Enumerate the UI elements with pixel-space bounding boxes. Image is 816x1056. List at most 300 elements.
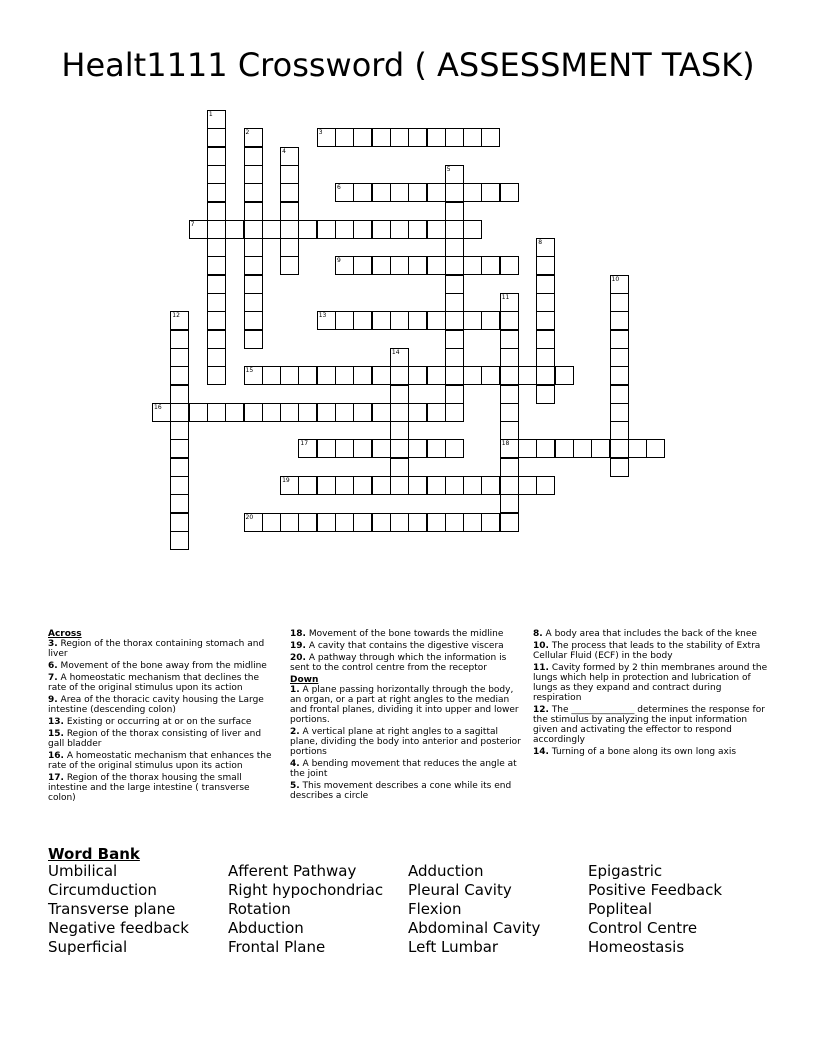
grid-cell[interactable]: [500, 494, 519, 513]
clues-column-2: [290, 629, 522, 803]
grid-cell[interactable]: [372, 513, 391, 532]
grid-cell[interactable]: [170, 366, 189, 385]
clue: [290, 641, 522, 651]
grid-cell[interactable]: [280, 366, 299, 385]
down-clue-list: [290, 685, 522, 801]
grid-cell[interactable]: [610, 293, 629, 312]
grid-cell[interactable]: [408, 439, 427, 458]
grid-cell[interactable]: [189, 403, 208, 422]
grid-cell[interactable]: [500, 476, 519, 495]
grid-cell[interactable]: [353, 403, 372, 422]
clue-text: A vertical plane at right angles to a sagittal plane, dividing the body into anterior and posterior portions: [290, 727, 521, 757]
clue-number: 19: [282, 477, 290, 484]
clue: [533, 629, 769, 639]
grid-cell[interactable]: [207, 238, 226, 257]
grid-cell[interactable]: [610, 421, 629, 440]
grid-cell[interactable]: [591, 439, 610, 458]
clue-number-label: 8.: [533, 629, 543, 639]
grid-cell[interactable]: [463, 128, 482, 147]
grid-cell[interactable]: [353, 183, 372, 202]
word-bank-column-4: [588, 862, 722, 957]
grid-cell[interactable]: [207, 147, 226, 166]
grid-cell[interactable]: [646, 439, 665, 458]
clues-column-3: [533, 629, 769, 759]
word-bank-item: Adduction: [408, 862, 484, 880]
grid-cell[interactable]: [500, 311, 519, 330]
grid-cell[interactable]: [335, 366, 354, 385]
grid-cell[interactable]: [372, 128, 391, 147]
grid-cell[interactable]: [481, 256, 500, 275]
grid-cell[interactable]: [225, 403, 244, 422]
grid-cell[interactable]: [445, 476, 464, 495]
grid-cell[interactable]: [244, 183, 263, 202]
word-bank-item: Positive Feedback: [588, 881, 723, 899]
grid-cell[interactable]: [207, 275, 226, 294]
grid-cell[interactable]: [170, 330, 189, 349]
grid-cell[interactable]: [262, 513, 281, 532]
grid-cell[interactable]: [244, 403, 263, 422]
grid-cell[interactable]: [536, 275, 555, 294]
grid-cell[interactable]: [463, 256, 482, 275]
grid-cell[interactable]: [445, 385, 464, 404]
clue-text: Cavity formed by 2 thin membranes around the lungs which help in protection and lubrication of lungs as they expand and contract during respiration: [533, 663, 768, 703]
word-bank-item: Left Lumbar: [408, 938, 499, 956]
grid-cell[interactable]: [390, 458, 409, 477]
grid-cell[interactable]: [170, 513, 189, 532]
grid-cell[interactable]: [353, 128, 372, 147]
grid-cell[interactable]: [408, 183, 427, 202]
grid-cell[interactable]: [390, 403, 409, 422]
clue-number-label: 1.: [290, 685, 300, 695]
grid-cell[interactable]: [536, 366, 555, 385]
grid-cell[interactable]: [280, 513, 299, 532]
grid-cell[interactable]: [353, 256, 372, 275]
grid-cell[interactable]: [610, 439, 629, 458]
clue-text: A bending movement that reduces the angle at the joint: [290, 759, 517, 779]
grid-cell[interactable]: [408, 128, 427, 147]
clue-text: Turning of a bone along its own long axis: [548, 747, 737, 757]
grid-cell[interactable]: [427, 311, 446, 330]
clue: [290, 653, 522, 673]
clue: [290, 629, 522, 639]
clue-number: 16: [154, 403, 162, 411]
grid-cell[interactable]: [280, 403, 299, 422]
grid-cell[interactable]: [445, 366, 464, 385]
grid-cell[interactable]: [610, 403, 629, 422]
grid-cell[interactable]: [500, 403, 519, 422]
clue: [533, 663, 769, 703]
grid-cell[interactable]: [408, 366, 427, 385]
grid-cell[interactable]: [481, 128, 500, 147]
grid-cell[interactable]: [317, 439, 336, 458]
grid-cell[interactable]: [353, 513, 372, 532]
grid-cell[interactable]: [445, 275, 464, 294]
grid-cell[interactable]: [518, 366, 537, 385]
grid-cell[interactable]: [445, 439, 464, 458]
clue-number: 3: [318, 129, 323, 137]
clue-text: Region of the thorax consisting of liver and gall bladder: [48, 729, 262, 749]
grid-cell[interactable]: [280, 220, 299, 239]
grid-cell[interactable]: [298, 513, 317, 532]
grid-cell[interactable]: [427, 256, 446, 275]
grid-cell[interactable]: [445, 220, 464, 239]
grid-cell[interactable]: [317, 513, 336, 532]
grid-cell[interactable]: [170, 494, 189, 513]
word-bank-item: Abduction: [228, 919, 304, 937]
page-title: Healt1111 Crossword ( ASSESSMENT TASK): [61, 46, 755, 84]
grid-cell[interactable]: [372, 220, 391, 239]
grid-cell[interactable]: [170, 385, 189, 404]
word-bank-item: Transverse plane: [48, 900, 176, 918]
grid-cell[interactable]: [408, 220, 427, 239]
grid-cell[interactable]: [298, 476, 317, 495]
grid-cell[interactable]: [170, 348, 189, 367]
grid-cell[interactable]: [427, 220, 446, 239]
grid-cell[interactable]: [427, 403, 446, 422]
grid-cell[interactable]: [445, 238, 464, 257]
grid-cell[interactable]: [170, 476, 189, 495]
grid-cell[interactable]: [317, 220, 336, 239]
clue-text: A body area that includes the back of the knee: [542, 629, 757, 639]
grid-cell[interactable]: [610, 366, 629, 385]
grid-cell[interactable]: [207, 220, 226, 239]
grid-cell[interactable]: [481, 513, 500, 532]
word-bank-item: Frontal Plane: [228, 938, 326, 956]
grid-cell[interactable]: [335, 128, 354, 147]
grid-cell[interactable]: [536, 476, 555, 495]
clue: [533, 747, 769, 757]
clue-number: 20: [245, 513, 254, 521]
grid-cell[interactable]: [317, 366, 336, 385]
clue: [48, 717, 280, 727]
grid-cell[interactable]: [463, 220, 482, 239]
word-bank-item: Popliteal: [588, 900, 653, 918]
grid-cell[interactable]: [244, 220, 263, 239]
grid-cell[interactable]: [372, 476, 391, 495]
clue-number: 17: [300, 440, 309, 448]
grid-cell[interactable]: [207, 293, 226, 312]
clue-number: 11: [501, 294, 510, 301]
grid-cell[interactable]: [170, 458, 189, 477]
grid-cell[interactable]: [390, 421, 409, 440]
word-bank-item: Abdominal Cavity: [408, 919, 541, 937]
grid-cell[interactable]: [335, 403, 354, 422]
clue: [48, 695, 280, 715]
grid-cell[interactable]: [207, 403, 226, 422]
clue: [290, 727, 522, 757]
grid-cell[interactable]: [445, 256, 464, 275]
grid-cell[interactable]: [500, 458, 519, 477]
clue-number: 5: [446, 165, 451, 173]
clue: [533, 641, 769, 661]
grid-cell[interactable]: [427, 183, 446, 202]
grid-cell[interactable]: [207, 183, 226, 202]
word-bank-item: Afferent Pathway: [228, 862, 357, 880]
grid-cell[interactable]: [610, 385, 629, 404]
grid-cell[interactable]: [335, 476, 354, 495]
grid-cell[interactable]: [390, 311, 409, 330]
clue-number-label: 20.: [290, 653, 306, 663]
word-bank-item: Flexion: [408, 900, 462, 918]
down-heading: Down: [290, 675, 319, 685]
word-bank-item: Pleural Cavity: [408, 881, 512, 899]
grid-cell[interactable]: [463, 311, 482, 330]
grid-cell[interactable]: [445, 311, 464, 330]
grid-cell[interactable]: [372, 183, 391, 202]
clue: [48, 773, 280, 803]
grid-cell[interactable]: [555, 366, 574, 385]
grid-cell[interactable]: [500, 366, 519, 385]
clue: [48, 639, 280, 659]
grid-cell[interactable]: [463, 513, 482, 532]
grid-cell[interactable]: [390, 128, 409, 147]
clue-text: A homeostatic mechanism that enhances the rate of the original stimulus upon its action: [48, 751, 272, 771]
grid-cell[interactable]: [427, 128, 446, 147]
grid-cell[interactable]: [170, 531, 189, 550]
grid-cell[interactable]: [298, 403, 317, 422]
grid-cell[interactable]: [390, 476, 409, 495]
grid-cell[interactable]: [408, 513, 427, 532]
grid-cell[interactable]: [390, 183, 409, 202]
clue-number: 4: [282, 147, 286, 155]
grid-cell[interactable]: [463, 183, 482, 202]
word-bank-column-1: [48, 862, 189, 957]
grid-cell[interactable]: [244, 293, 263, 312]
grid-cell[interactable]: [536, 330, 555, 349]
grid-cell[interactable]: [207, 165, 226, 184]
grid-cell[interactable]: [610, 330, 629, 349]
word-bank-item: Superficial: [48, 938, 128, 956]
grid-cell[interactable]: [500, 330, 519, 349]
grid-cell[interactable]: [353, 220, 372, 239]
grid-cell[interactable]: [207, 256, 226, 275]
clue-text: Movement of the bone away from the midline: [57, 661, 267, 671]
grid-cell[interactable]: [372, 403, 391, 422]
grid-cell[interactable]: [335, 311, 354, 330]
grid-cell[interactable]: [408, 311, 427, 330]
clues-column-1: [48, 629, 280, 805]
clue: [290, 685, 522, 725]
grid-cell[interactable]: [427, 476, 446, 495]
grid-cell[interactable]: [244, 238, 263, 257]
clue-number: 13: [318, 312, 327, 320]
grid-cell[interactable]: [372, 311, 391, 330]
grid-cell[interactable]: [335, 220, 354, 239]
grid-cell[interactable]: [500, 385, 519, 404]
grid-cell[interactable]: [317, 403, 336, 422]
grid-cell[interactable]: [335, 513, 354, 532]
grid-cell[interactable]: [353, 311, 372, 330]
grid-cell[interactable]: [445, 128, 464, 147]
clue-text: Existing or occurring at or on the surface: [63, 717, 252, 727]
grid-cell[interactable]: [573, 439, 592, 458]
grid-cell[interactable]: [390, 439, 409, 458]
clue: [290, 759, 522, 779]
clue: [48, 673, 280, 693]
clue-number: 2: [245, 129, 250, 137]
grid-cell[interactable]: [244, 311, 263, 330]
grid-cell[interactable]: [445, 403, 464, 422]
clue-number: 1: [208, 111, 213, 118]
grid-cell[interactable]: [170, 439, 189, 458]
clue: [533, 705, 769, 745]
grid-cell[interactable]: [445, 513, 464, 532]
grid-cell[interactable]: [244, 275, 263, 294]
grid-cell[interactable]: [536, 293, 555, 312]
grid-cell[interactable]: [481, 311, 500, 330]
clue-number-label: 6.: [48, 661, 58, 671]
grid-cell[interactable]: [244, 147, 263, 166]
grid-cell[interactable]: [372, 256, 391, 275]
grid-cell[interactable]: [353, 476, 372, 495]
grid-cell[interactable]: [390, 256, 409, 275]
clue: [48, 751, 280, 771]
grid-cell[interactable]: [518, 476, 537, 495]
grid-cell[interactable]: [280, 165, 299, 184]
grid-cell[interactable]: [298, 220, 317, 239]
grid-cell[interactable]: [481, 183, 500, 202]
grid-cell[interactable]: [445, 348, 464, 367]
grid-cell[interactable]: [445, 202, 464, 221]
grid-cell[interactable]: [610, 348, 629, 367]
grid-cell[interactable]: [372, 366, 391, 385]
word-bank-item: Rotation: [228, 900, 291, 918]
grid-cell[interactable]: [225, 220, 244, 239]
grid-cell[interactable]: [262, 403, 281, 422]
grid-cell[interactable]: [207, 330, 226, 349]
grid-cell[interactable]: [628, 439, 647, 458]
grid-cell[interactable]: [207, 128, 226, 147]
clue-number: 7: [190, 220, 195, 228]
clue-number-label: 12.: [533, 705, 549, 715]
grid-cell[interactable]: [445, 330, 464, 349]
clue-text: A pathway through which the information is sent to the control centre from the receptor: [290, 653, 507, 673]
grid-cell[interactable]: [500, 513, 519, 532]
grid-cell[interactable]: [207, 311, 226, 330]
clue-number: 8: [538, 239, 543, 247]
clue: [48, 661, 280, 671]
grid-cell[interactable]: [170, 403, 189, 422]
grid-cell[interactable]: [207, 348, 226, 367]
grid-cell[interactable]: [262, 366, 281, 385]
grid-cell[interactable]: [536, 348, 555, 367]
clue: [290, 781, 522, 801]
grid-cell[interactable]: [170, 421, 189, 440]
clue-number-label: 14.: [533, 747, 549, 757]
grid-cell[interactable]: [207, 366, 226, 385]
grid-cell[interactable]: [610, 311, 629, 330]
clue-number-label: 16.: [48, 751, 64, 761]
grid-cell[interactable]: [372, 439, 391, 458]
grid-cell[interactable]: [408, 256, 427, 275]
word-bank-column-2: [228, 862, 383, 957]
grid-cell[interactable]: [390, 385, 409, 404]
clue-number: 14: [391, 348, 400, 356]
clue-number-label: 7.: [48, 673, 58, 683]
grid-cell[interactable]: [536, 256, 555, 275]
grid-cell[interactable]: [500, 183, 519, 202]
across-clue-list-continued: [290, 629, 522, 673]
clue-number-label: 17.: [48, 773, 64, 783]
grid-cell[interactable]: [244, 256, 263, 275]
grid-cell[interactable]: [280, 238, 299, 257]
grid-cell[interactable]: [610, 458, 629, 477]
grid-cell[interactable]: [244, 330, 263, 349]
grid-cell[interactable]: [481, 476, 500, 495]
grid-cell[interactable]: [390, 366, 409, 385]
grid-cell[interactable]: [244, 165, 263, 184]
grid-cell[interactable]: [536, 311, 555, 330]
grid-cell[interactable]: [317, 476, 336, 495]
grid-cell[interactable]: [408, 476, 427, 495]
grid-cell[interactable]: [500, 348, 519, 367]
word-bank-item: Epigastric: [588, 862, 663, 880]
clue-number-label: 4.: [290, 759, 300, 769]
grid-cell[interactable]: [481, 366, 500, 385]
grid-cell[interactable]: [207, 202, 226, 221]
clue-text: A plane passing horizontally through the body, an organ, or a part at right angles to the median and frontal planes, dividing it into upper and lower portions.: [290, 685, 519, 725]
grid-cell[interactable]: [280, 202, 299, 221]
grid-cell[interactable]: [353, 439, 372, 458]
grid-cell[interactable]: [408, 403, 427, 422]
grid-cell[interactable]: [500, 421, 519, 440]
clue-text: The ______________ determines the response for the stimulus by analyzing the input information given and activating the effector to respond accordingly: [533, 705, 765, 745]
grid-cell[interactable]: [463, 476, 482, 495]
clue-number-label: 9.: [48, 695, 58, 705]
grid-cell[interactable]: [298, 366, 317, 385]
clue-number: 18: [501, 440, 510, 448]
grid-cell[interactable]: [427, 366, 446, 385]
grid-cell[interactable]: [280, 183, 299, 202]
grid-cell[interactable]: [500, 256, 519, 275]
grid-cell[interactable]: [536, 385, 555, 404]
clue-number-label: 2.: [290, 727, 300, 737]
grid-cell[interactable]: [445, 293, 464, 312]
grid-cell[interactable]: [518, 439, 537, 458]
clue-number-label: 5.: [290, 781, 300, 791]
clue: [48, 729, 280, 749]
grid-cell[interactable]: [390, 513, 409, 532]
grid-cell[interactable]: [427, 439, 446, 458]
word-bank-title: Word Bank: [48, 845, 140, 863]
clue-number-label: 10.: [533, 641, 549, 651]
grid-cell[interactable]: [445, 183, 464, 202]
down-clue-list-continued: [533, 629, 769, 757]
clue-text: Movement of the bone towards the midline: [305, 629, 504, 639]
clue-number-label: 13.: [48, 717, 64, 727]
clue-number: 6: [337, 184, 341, 192]
clue-text: A cavity that contains the digestive viscera: [305, 641, 504, 651]
grid-cell[interactable]: [390, 220, 409, 239]
grid-cell[interactable]: [244, 202, 263, 221]
clue-text: Region of the thorax containing stomach and liver: [48, 639, 265, 659]
clue-number-label: 19.: [290, 641, 306, 651]
grid-cell[interactable]: [280, 256, 299, 275]
grid-cell[interactable]: [427, 513, 446, 532]
grid-cell[interactable]: [463, 366, 482, 385]
clue-text: Region of the thorax housing the small intestine and the large intestine ( transverse colon): [48, 773, 250, 803]
clue-number: 10: [611, 275, 620, 283]
grid-cell[interactable]: [262, 220, 281, 239]
clue-number: 12: [172, 312, 180, 320]
grid-cell[interactable]: [555, 439, 574, 458]
clue-text: This movement describes a cone while its end describes a circle: [290, 781, 512, 801]
word-bank-column-3: [408, 862, 540, 957]
clue-number-label: 3.: [48, 639, 58, 649]
grid-cell[interactable]: [353, 366, 372, 385]
grid-cell[interactable]: [536, 439, 555, 458]
grid-cell[interactable]: [335, 439, 354, 458]
